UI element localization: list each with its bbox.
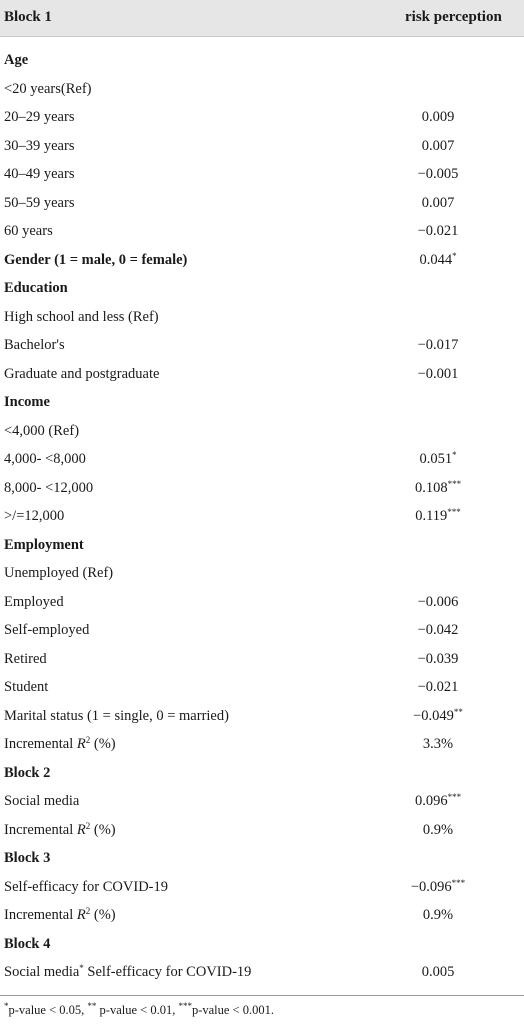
row-value: 0.9% bbox=[422, 821, 454, 838]
row-label: Social media bbox=[4, 793, 80, 809]
row-value: 0.007 bbox=[421, 194, 455, 211]
row-label: Unemployed (Ref) bbox=[4, 565, 114, 581]
footnote-divider bbox=[0, 995, 524, 996]
row-label: Income bbox=[4, 394, 50, 410]
row-value: −0.049** bbox=[413, 706, 463, 724]
row-label: 40–49 years bbox=[4, 166, 75, 182]
table-body bbox=[0, 47, 524, 988]
row-value: −0.021 bbox=[417, 223, 459, 239]
row-label: 8,000- <12,000 bbox=[4, 479, 94, 496]
table-row bbox=[0, 902, 524, 931]
significance-marker: *** bbox=[451, 877, 466, 888]
row-label: Block 4 bbox=[4, 935, 51, 952]
significance-marker: ** bbox=[453, 706, 463, 717]
row-value: 0.119*** bbox=[415, 507, 461, 524]
label-italic: R bbox=[76, 736, 86, 752]
label-italic: R bbox=[76, 821, 86, 838]
row-label: Employed bbox=[4, 593, 64, 610]
table-row bbox=[0, 247, 524, 276]
table-row bbox=[0, 532, 524, 561]
row-label: Incremental $R^2$ (%) bbox=[4, 906, 116, 923]
row-value: −0.042 bbox=[417, 622, 459, 638]
row-label: 60 years bbox=[4, 223, 53, 239]
table-row bbox=[0, 560, 524, 589]
label-superscript: * bbox=[79, 963, 84, 973]
row-label: Incremental $R^2$ (%) bbox=[4, 820, 116, 838]
row-label: Incremental $R^2$ (%) bbox=[4, 735, 116, 752]
row-value: 0.007 bbox=[421, 137, 455, 154]
footnote-marker: * bbox=[4, 1001, 9, 1011]
table-row bbox=[0, 617, 524, 646]
table-row bbox=[0, 731, 524, 760]
table-row bbox=[0, 47, 524, 76]
row-label: >/=12,000 bbox=[4, 508, 65, 524]
row-value: −0.039 bbox=[417, 650, 459, 667]
row-label: <20 years(Ref) bbox=[4, 80, 92, 97]
table-row bbox=[0, 674, 524, 703]
row-label: 50–59 years bbox=[4, 194, 75, 211]
table-row bbox=[0, 332, 524, 361]
row-label: Self-employed bbox=[4, 622, 90, 638]
table-row bbox=[0, 190, 524, 219]
row-label: High school and less (Ref) bbox=[4, 308, 159, 325]
row-value: −0.096*** bbox=[410, 877, 466, 895]
table-header bbox=[0, 0, 524, 37]
row-value: 0.044* bbox=[419, 250, 457, 268]
row-value: −0.021 bbox=[417, 679, 459, 695]
table-row bbox=[0, 133, 524, 162]
row-label: Employment bbox=[4, 536, 84, 553]
row-value: −0.001 bbox=[417, 365, 459, 382]
table-row bbox=[0, 703, 524, 732]
significance-marker: *** bbox=[447, 478, 462, 489]
table-row bbox=[0, 304, 524, 333]
table-row bbox=[0, 959, 524, 988]
row-value: 0.051* bbox=[419, 450, 457, 467]
row-label: Education bbox=[4, 280, 68, 296]
table-row bbox=[0, 646, 524, 675]
significance-marker: *** bbox=[447, 507, 461, 517]
footnote-marker: *** bbox=[178, 1001, 192, 1011]
row-label: <4,000 (Ref) bbox=[4, 422, 80, 439]
table-row bbox=[0, 760, 524, 789]
table-row bbox=[0, 389, 524, 418]
row-label: 30–39 years bbox=[4, 137, 75, 154]
row-value: −0.005 bbox=[417, 166, 459, 182]
table-row bbox=[0, 931, 524, 960]
header-block-label: Block 1 bbox=[4, 9, 52, 25]
row-value: 0.108*** bbox=[414, 478, 462, 496]
significance-marker: * bbox=[452, 450, 457, 460]
significance-marker: * bbox=[452, 250, 457, 261]
table-row bbox=[0, 275, 524, 304]
table-row bbox=[0, 475, 524, 504]
label-superscript: 2 bbox=[85, 906, 91, 916]
label-superscript: 2 bbox=[85, 735, 91, 745]
table-row bbox=[0, 845, 524, 874]
row-label: Self-efficacy for COVID-19 bbox=[4, 878, 169, 895]
row-label: Bachelor's bbox=[4, 337, 65, 353]
table-row bbox=[0, 446, 524, 475]
table-row bbox=[0, 161, 524, 190]
row-label: Retired bbox=[4, 650, 47, 667]
row-label: Graduate and postgraduate bbox=[4, 365, 160, 382]
table-row bbox=[0, 104, 524, 133]
table-row bbox=[0, 874, 524, 903]
row-value: −0.017 bbox=[417, 337, 459, 353]
row-label: Block 3 bbox=[4, 850, 51, 866]
row-label: Marital status (1 = single, 0 = married) bbox=[4, 707, 229, 724]
significance-marker: *** bbox=[447, 792, 462, 802]
row-label: Block 2 bbox=[4, 764, 51, 781]
row-value: 0.096*** bbox=[414, 792, 462, 809]
row-value: 0.9% bbox=[422, 907, 454, 923]
table-row bbox=[0, 361, 524, 390]
row-label: Age bbox=[4, 52, 29, 68]
row-label: Gender (1 = male, 0 = female) bbox=[4, 251, 188, 268]
table-row bbox=[0, 817, 524, 846]
row-label: 4,000- <8,000 bbox=[4, 451, 86, 467]
table-row bbox=[0, 218, 524, 247]
row-value: −0.006 bbox=[417, 593, 459, 610]
header-risk-perception: risk perception bbox=[405, 9, 502, 25]
row-label: 20–29 years bbox=[4, 109, 75, 125]
row-value: 3.3% bbox=[422, 736, 454, 752]
row-label: Student bbox=[4, 679, 49, 695]
table-row bbox=[0, 418, 524, 447]
row-value: 0.009 bbox=[421, 109, 455, 125]
label-italic: R bbox=[76, 907, 86, 923]
label-superscript: 2 bbox=[85, 820, 91, 831]
row-value: 0.005 bbox=[421, 964, 455, 980]
table-row bbox=[0, 589, 524, 618]
table-row bbox=[0, 788, 524, 817]
footnote-marker: ** bbox=[87, 1001, 97, 1011]
row-label: Social media* Self-efficacy for COVID-19 bbox=[4, 963, 252, 980]
table-row bbox=[0, 76, 524, 105]
table-row bbox=[0, 503, 524, 532]
footnote: *p-value < 0.05, ** p-value < 0.01, ***p-value < 0.001. bbox=[4, 1001, 274, 1017]
